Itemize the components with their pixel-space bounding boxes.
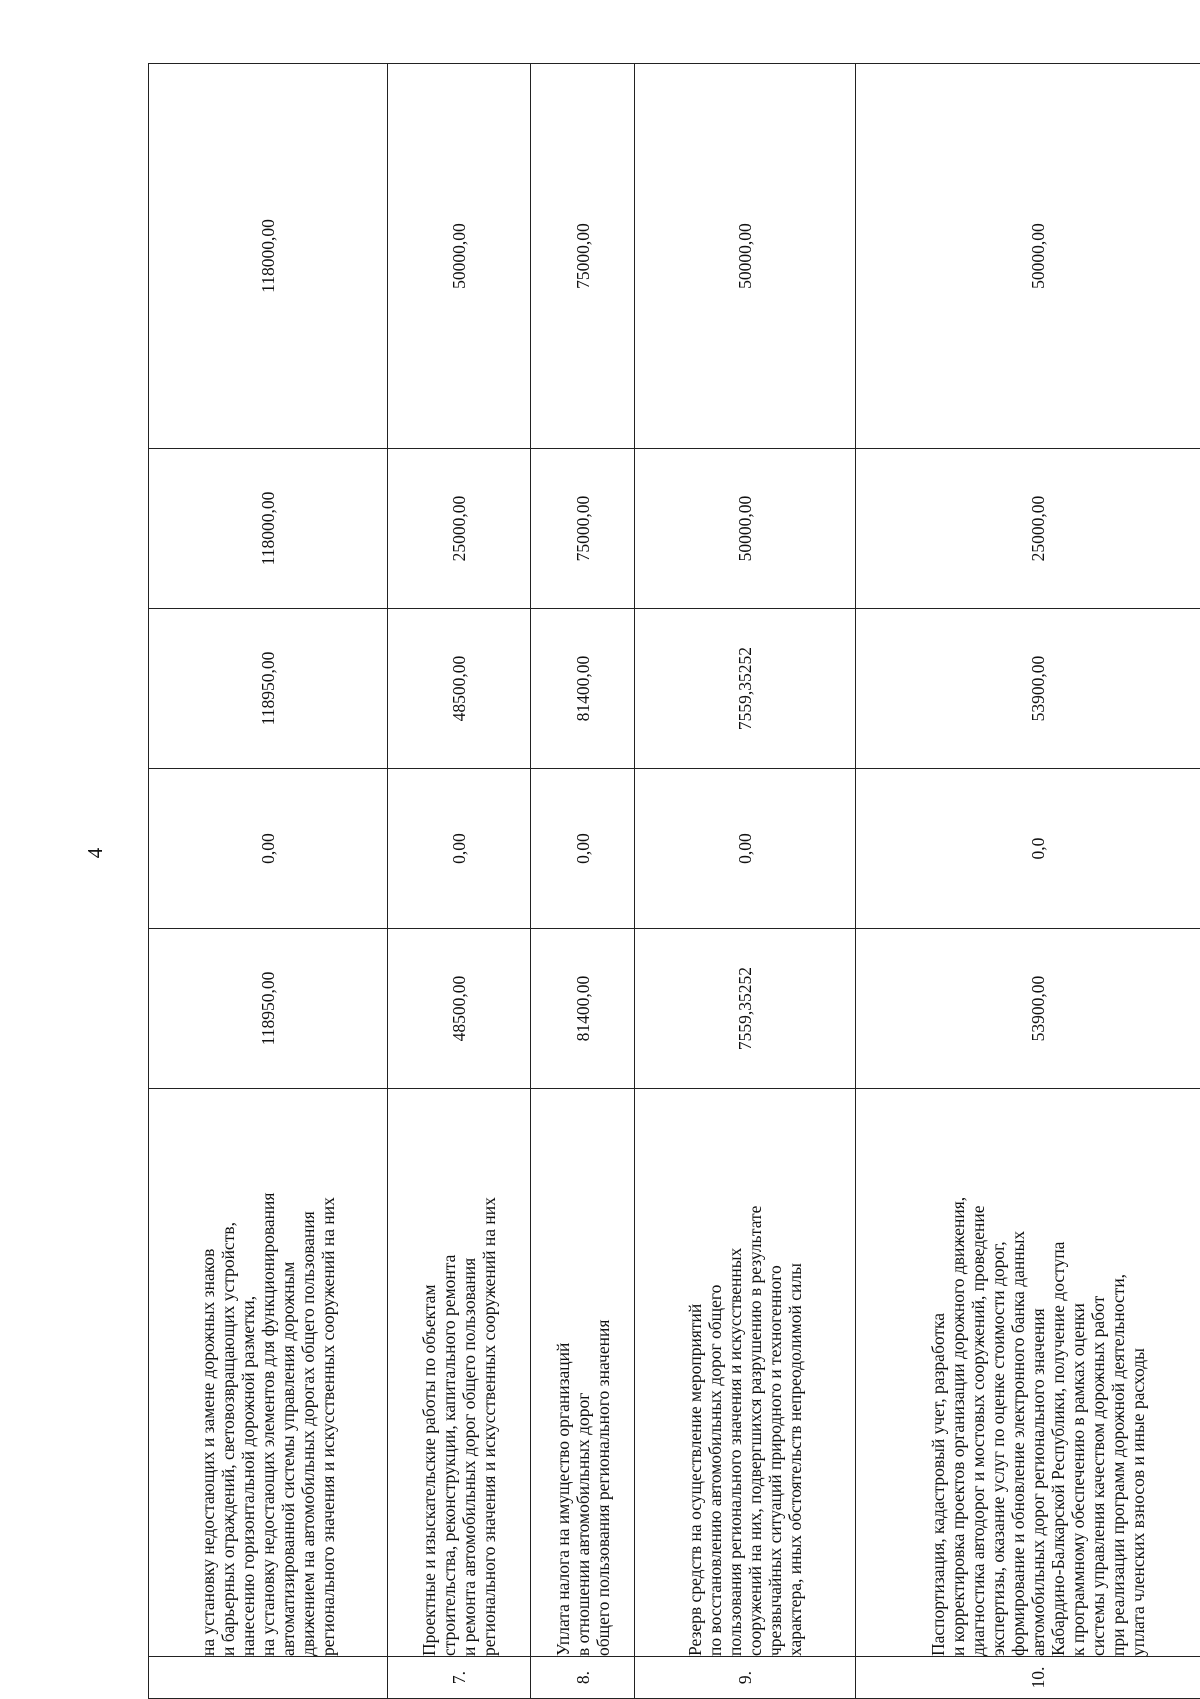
row-description [635, 1089, 856, 1657]
description-line: автомобильных дорог регионального значения [1027, 1308, 1048, 1656]
value-cell-v5: 75000,00 [531, 63, 635, 448]
description-line: пользования регионального значения и искусственных [725, 1247, 746, 1656]
rotated-table-container [148, 64, 1200, 1699]
description-line: формирование и обновление электронного банка данных [1007, 1230, 1028, 1656]
page-number: 4 [83, 847, 107, 859]
value-cell-v5: 118000,00 [149, 63, 388, 448]
row-number [149, 1657, 388, 1699]
description-line: регионального значения и искусственных сооружений на них [479, 1197, 500, 1656]
description-line: общего пользования регионального значения [592, 1319, 613, 1656]
value-cell-v4: 118000,00 [149, 449, 388, 609]
value-cell-v2: 0,0 [856, 769, 1200, 929]
table-row [635, 63, 856, 1698]
description-line: чрезвычайных ситуаций природного и техногенного [765, 1265, 786, 1656]
row-number: 8. [531, 1657, 635, 1699]
description-line: характера, иных обстоятельств непреодолимой силы [785, 1263, 806, 1656]
description-line: уплата членских взносов и иные расходы [1127, 1348, 1148, 1656]
description-line: системы управления качеством дорожных работ [1087, 1295, 1108, 1656]
value-cell-v3: 81400,00 [531, 609, 635, 769]
description-line: Проектные и изыскательские работы по объектам [419, 1284, 440, 1656]
value-cell-v1: 7559,35252 [635, 929, 856, 1089]
budget-table [148, 63, 1200, 1699]
description-line: нанесению горизонтальной дорожной разметки, [238, 1295, 259, 1656]
value-cell-v4: 50000,00 [635, 449, 856, 609]
value-cell-v2: 0,00 [388, 769, 531, 929]
description-line: при реализации программ дорожной деятельности, [1107, 1273, 1128, 1656]
value-cell-v2: 0,00 [531, 769, 635, 929]
value-cell-v5: 50000,00 [635, 63, 856, 448]
value-cell-v2: 0,00 [149, 769, 388, 929]
description-line: сооружений на них, подвергшихся разрушению в результате [745, 1205, 766, 1656]
value-cell-v3: 48500,00 [388, 609, 531, 769]
description-line: Паспортизация, кадастровый учет, разработка [927, 1312, 948, 1656]
description-line: движением на автомобильных дорогах общего пользования [298, 1211, 319, 1656]
row-description [149, 1089, 388, 1657]
description-line: и барьерных ограждений, световозвращающих устройств, [218, 1222, 239, 1656]
row-description [388, 1089, 531, 1657]
description-line: на установку недостающих и замене дорожных знаков [198, 1248, 219, 1656]
table-row [531, 63, 635, 1698]
description-line: диагностика автодорог и мостовых сооружений, проведение [967, 1205, 988, 1656]
table-row [388, 63, 531, 1698]
value-cell-v1: 53900,00 [856, 929, 1200, 1089]
value-cell-v5: 50000,00 [856, 63, 1200, 448]
description-line: экспертизы, оказание услуг по оценке стоимости дорог, [987, 1241, 1008, 1656]
value-cell-v2: 0,00 [635, 769, 856, 929]
description-line: строительства, реконструкции, капитального ремонта [439, 1254, 460, 1656]
description-line: регионального значения и искусственных сооружений на них [318, 1197, 339, 1656]
row-number: 9. [635, 1657, 856, 1699]
row-number: 7. [388, 1657, 531, 1699]
description-line: к программному обеспечению в рамках оценки [1067, 1303, 1088, 1656]
description-line: на установку недостающих элементов для функционирования [258, 1192, 279, 1656]
row-number: 10. [856, 1657, 1200, 1699]
row-description [531, 1089, 635, 1657]
table-row [149, 63, 388, 1698]
value-cell-v3: 118950,00 [149, 609, 388, 769]
description-line: и корректировка проектов организации дорожного движения, [947, 1196, 968, 1656]
value-cell-v3: 53900,00 [856, 609, 1200, 769]
description-line: автоматизированной системы управления дорожным [278, 1261, 299, 1656]
value-cell-v4: 25000,00 [856, 449, 1200, 609]
description-line: Уплата налога на имущество организаций [552, 1342, 573, 1656]
value-cell-v1: 81400,00 [531, 929, 635, 1089]
description-line: и ремонта автомобильных дорог общего пользования [459, 1257, 480, 1656]
value-cell-v3: 7559,35252 [635, 609, 856, 769]
description-line: по восстановлению автомобильных дорог общего [705, 1284, 726, 1656]
description-line: Резерв средств на осуществление мероприятий [685, 1303, 706, 1656]
value-cell-v4: 75000,00 [531, 449, 635, 609]
row-description [856, 1089, 1200, 1657]
value-cell-v1: 48500,00 [388, 929, 531, 1089]
value-cell-v5: 50000,00 [388, 63, 531, 448]
description-line: в отношении автомобильных дорог [572, 1392, 593, 1656]
table-row [856, 63, 1200, 1698]
description-line: Кабардино-Балкарской Республики, получение доступа [1047, 1241, 1068, 1656]
value-cell-v1: 118950,00 [149, 929, 388, 1089]
value-cell-v4: 25000,00 [388, 449, 531, 609]
